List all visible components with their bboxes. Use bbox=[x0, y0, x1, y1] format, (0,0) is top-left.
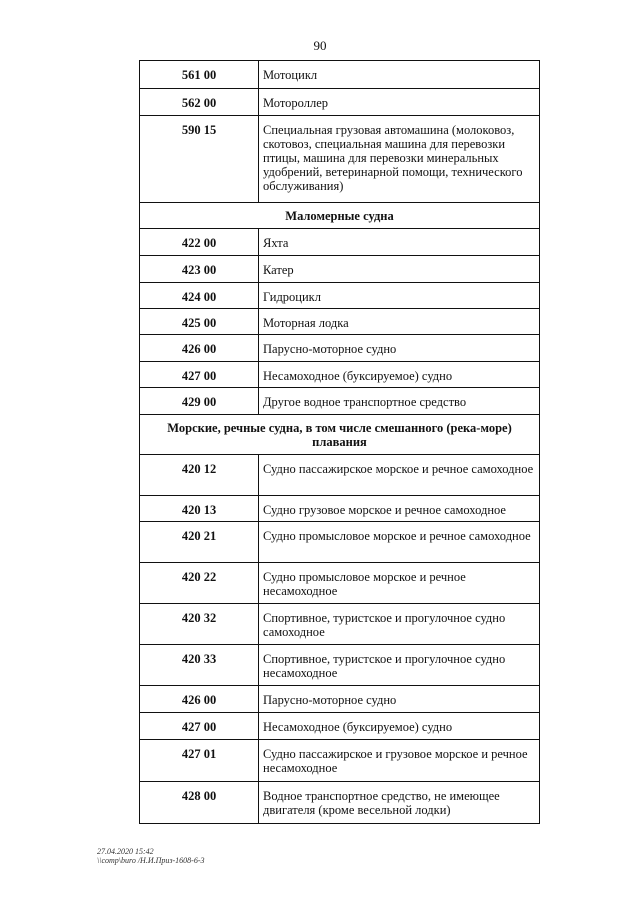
table-row bbox=[140, 61, 540, 89]
section-row bbox=[140, 415, 540, 455]
row-name: Судно промысловое морское и речное несамоходное bbox=[259, 563, 540, 604]
table-row bbox=[140, 229, 540, 256]
section-title: Маломерные судна bbox=[140, 203, 540, 229]
row-code: 426 00 bbox=[140, 335, 259, 362]
row-name: Судно промысловое морское и речное самоходное bbox=[259, 522, 540, 563]
row-name: Яхта bbox=[259, 229, 540, 256]
row-code: 420 21 bbox=[140, 522, 259, 563]
row-code: 562 00 bbox=[140, 89, 259, 116]
row-name: Судно грузовое морское и речное самоходное bbox=[259, 496, 540, 522]
row-code: 420 22 bbox=[140, 563, 259, 604]
row-code: 427 00 bbox=[140, 362, 259, 388]
row-name: Мотоцикл bbox=[259, 61, 540, 89]
row-code: 425 00 bbox=[140, 309, 259, 335]
row-code: 428 00 bbox=[140, 782, 259, 824]
row-name: Спортивное, туристское и прогулочное судно несамоходное bbox=[259, 645, 540, 686]
row-name: Другое водное транспортное средство bbox=[259, 388, 540, 415]
row-name: Парусно-моторное судно bbox=[259, 335, 540, 362]
row-name: Гидроцикл bbox=[259, 283, 540, 309]
table-row bbox=[140, 686, 540, 713]
section-title: Морские, речные судна, в том числе смешанного (река-море) плавания bbox=[140, 415, 540, 455]
table-row bbox=[140, 256, 540, 283]
table-row bbox=[140, 309, 540, 335]
row-name: Парусно-моторное судно bbox=[259, 686, 540, 713]
table-row bbox=[140, 89, 540, 116]
row-code: 422 00 bbox=[140, 229, 259, 256]
table-row bbox=[140, 645, 540, 686]
print-footer bbox=[97, 847, 204, 865]
table-row bbox=[140, 283, 540, 309]
row-code: 420 33 bbox=[140, 645, 259, 686]
table-row bbox=[140, 713, 540, 740]
row-code: 427 01 bbox=[140, 740, 259, 782]
table-row bbox=[140, 522, 540, 563]
footer-timestamp: 27.04.2020 15:42 bbox=[97, 847, 154, 856]
table-row bbox=[140, 496, 540, 522]
table-row bbox=[140, 116, 540, 203]
row-code: 590 15 bbox=[140, 116, 259, 203]
row-name: Катер bbox=[259, 256, 540, 283]
row-name: Судно пассажирское морское и речное самоходное bbox=[259, 455, 540, 496]
row-code: 420 12 bbox=[140, 455, 259, 496]
row-code: 426 00 bbox=[140, 686, 259, 713]
row-name: Водное транспортное средство, не имеющее двигателя (кроме весельной лодки) bbox=[259, 782, 540, 824]
table-row bbox=[140, 604, 540, 645]
table-row bbox=[140, 782, 540, 824]
row-code: 420 32 bbox=[140, 604, 259, 645]
row-code: 561 00 bbox=[140, 61, 259, 89]
row-name: Специальная грузовая автомашина (молоковоз, скотовоз, специальная машина для перевозки птицы, машина для перевозки минеральных удобрений, ветеринарной помощи, технического обслуживания) bbox=[259, 116, 540, 203]
classification-table bbox=[139, 60, 540, 824]
table-row bbox=[140, 563, 540, 604]
row-name: Судно пассажирское и грузовое морское и речное несамоходное bbox=[259, 740, 540, 782]
row-name: Мотороллер bbox=[259, 89, 540, 116]
table-row bbox=[140, 335, 540, 362]
row-name: Несамоходное (буксируемое) судно bbox=[259, 362, 540, 388]
table-row bbox=[140, 362, 540, 388]
row-code: 420 13 bbox=[140, 496, 259, 522]
row-name: Несамоходное (буксируемое) судно bbox=[259, 713, 540, 740]
row-code: 429 00 bbox=[140, 388, 259, 415]
footer-path: \\comp\buro /Н.И.Приз-1608-6-3 bbox=[97, 856, 205, 865]
section-row bbox=[140, 203, 540, 229]
row-name: Моторная лодка bbox=[259, 309, 540, 335]
page-number: 90 bbox=[313, 38, 327, 53]
row-code: 427 00 bbox=[140, 713, 259, 740]
row-code: 423 00 bbox=[140, 256, 259, 283]
row-name: Спортивное, туристское и прогулочное судно самоходное bbox=[259, 604, 540, 645]
table-row bbox=[140, 388, 540, 415]
row-code: 424 00 bbox=[140, 283, 259, 309]
table-row bbox=[140, 455, 540, 496]
table-row bbox=[140, 740, 540, 782]
